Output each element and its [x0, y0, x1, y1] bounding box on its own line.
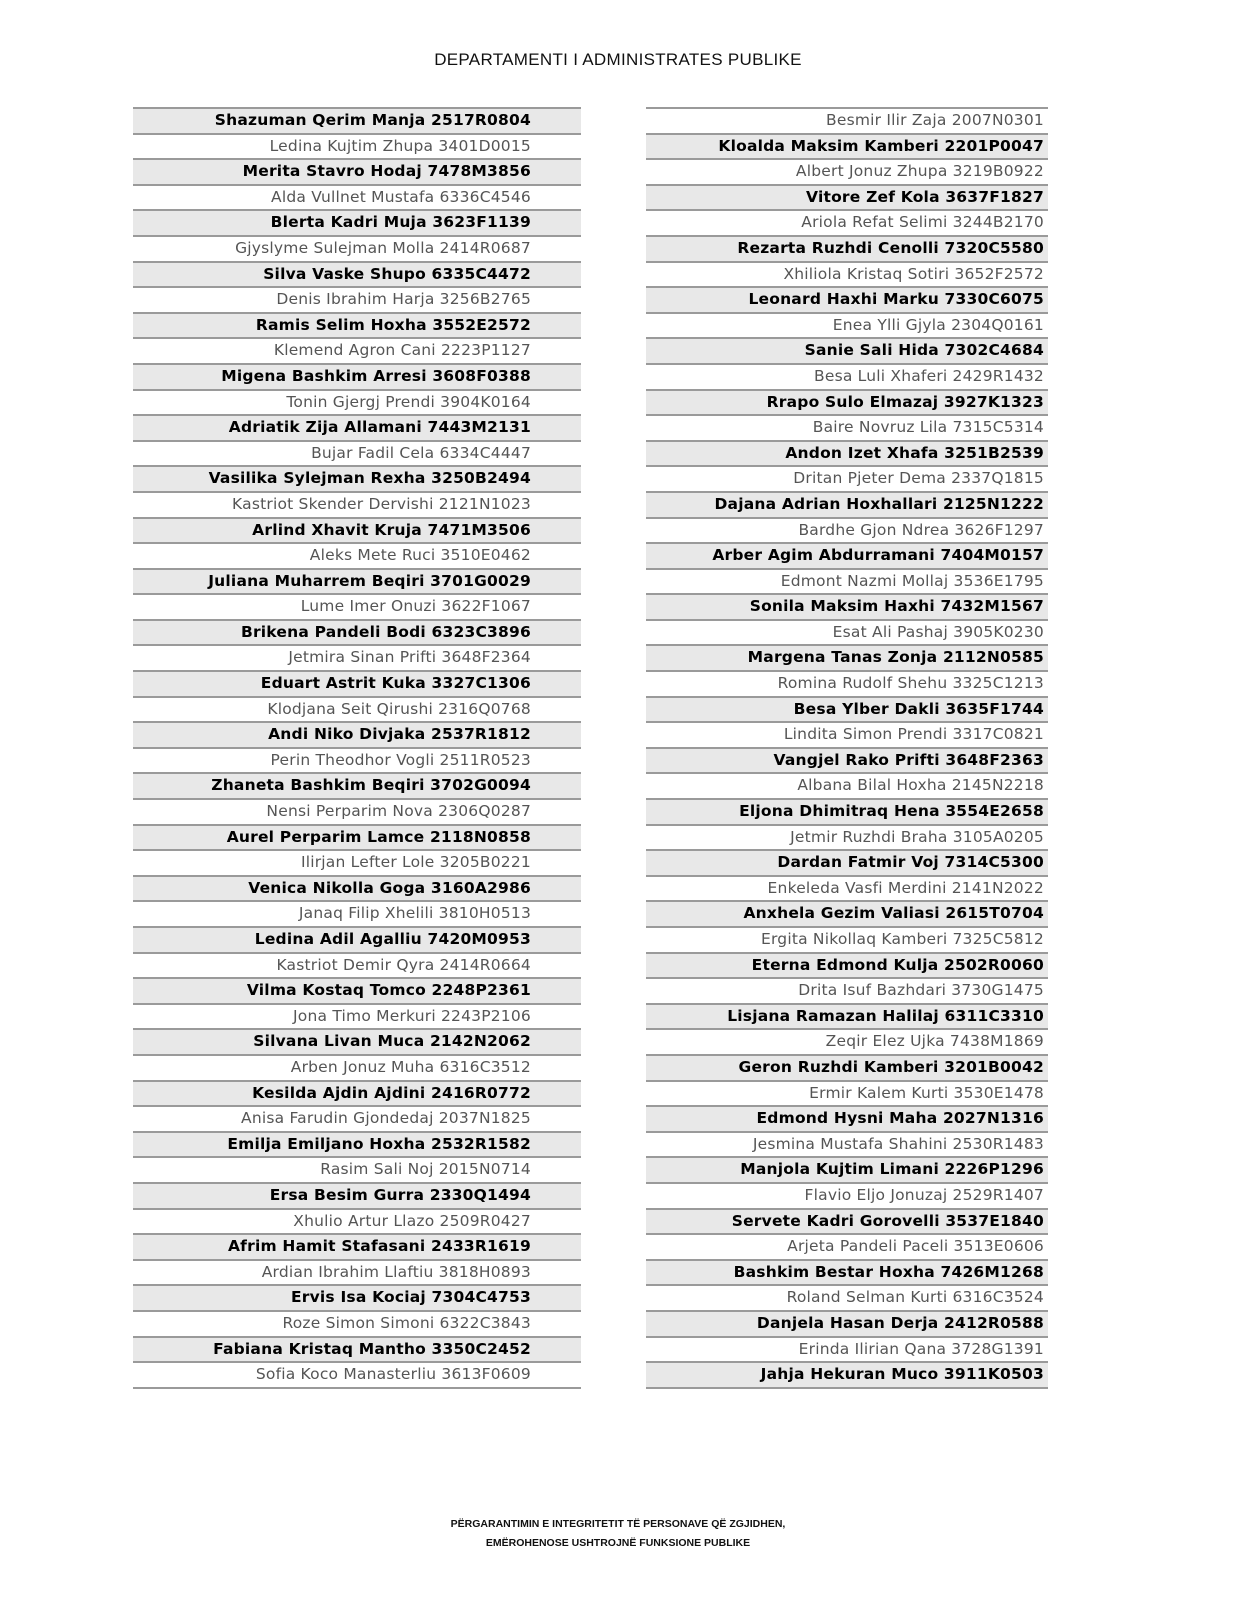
name-entry: Vilma Kostaq Tomco 2248P2361 — [133, 977, 581, 1003]
name-entry: Servete Kadri Gorovelli 3537E1840 — [646, 1208, 1048, 1234]
name-entry: Edmont Nazmi Mollaj 3536E1795 — [646, 568, 1048, 594]
name-entry: Arlind Xhavit Kruja 7471M3506 — [133, 517, 581, 543]
name-entry: Edmond Hysni Maha 2027N1316 — [646, 1105, 1048, 1131]
name-entry: Lume Imer Onuzi 3622F1067 — [133, 593, 581, 619]
left-name-list — [133, 107, 581, 1389]
name-entry: Merita Stavro Hodaj 7478M3856 — [133, 158, 581, 184]
name-entry: Silva Vaske Shupo 6335C4472 — [133, 261, 581, 287]
footer-line-1: PËRGARANTIMIN E INTEGRITETIT TË PERSONAVE QË ZGJIDHEN, — [450, 1518, 786, 1530]
name-entry: Janaq Filip Xhelili 3810H0513 — [133, 900, 581, 926]
name-entry: Romina Rudolf Shehu 3325C1213 — [646, 670, 1048, 696]
name-entry: Erinda Ilirian Qana 3728G1391 — [646, 1336, 1048, 1362]
name-entry: Afrim Hamit Stafasani 2433R1619 — [133, 1233, 581, 1259]
name-entry: Drita Isuf Bazhdari 3730G1475 — [646, 977, 1048, 1003]
name-entry: Rrapo Sulo Elmazaj 3927K1323 — [646, 389, 1048, 415]
name-entry: Besa Ylber Dakli 3635F1744 — [646, 696, 1048, 722]
name-entry: Ergita Nikollaq Kamberi 7325C5812 — [646, 926, 1048, 952]
name-entry: Arber Agim Abdurramani 7404M0157 — [646, 542, 1048, 568]
name-entry: Gjyslyme Sulejman Molla 2414R0687 — [133, 235, 581, 261]
name-entry: Ersa Besim Gurra 2330Q1494 — [133, 1182, 581, 1208]
name-entry: Ariola Refat Selimi 3244B2170 — [646, 209, 1048, 235]
name-entry: Ilirjan Lefter Lole 3205B0221 — [133, 849, 581, 875]
name-entry: Jahja Hekuran Muco 3911K0503 — [646, 1361, 1048, 1387]
name-entry: Roze Simon Simoni 6322C3843 — [133, 1310, 581, 1336]
name-entry: Xhiliola Kristaq Sotiri 3652F2572 — [646, 261, 1048, 287]
name-entry: Sanie Sali Hida 7302C4684 — [646, 337, 1048, 363]
name-entry: Andon Izet Xhafa 3251B2539 — [646, 440, 1048, 466]
name-entry: Vitore Zef Kola 3637F1827 — [646, 184, 1048, 210]
document-footer — [0, 1515, 1236, 1553]
name-entry: Brikena Pandeli Bodi 6323C3896 — [133, 619, 581, 645]
name-entry: Anxhela Gezim Valiasi 2615T0704 — [646, 900, 1048, 926]
name-entry: Adriatik Zija Allamani 7443M2131 — [133, 414, 581, 440]
name-entry: Eduart Astrit Kuka 3327C1306 — [133, 670, 581, 696]
name-entry: Jetmir Ruzhdi Braha 3105A0205 — [646, 824, 1048, 850]
name-entry: Albana Bilal Hoxha 2145N2218 — [646, 772, 1048, 798]
name-entry: Silvana Livan Muca 2142N2062 — [133, 1028, 581, 1054]
name-entry: Rasim Sali Noj 2015N0714 — [133, 1156, 581, 1182]
name-entry: Sofia Koco Manasterliu 3613F0609 — [133, 1361, 581, 1387]
name-entry: Aurel Perparim Lamce 2118N0858 — [133, 824, 581, 850]
name-entry: Kastriot Skender Dervishi 2121N1023 — [133, 491, 581, 517]
name-entry: Bardhe Gjon Ndrea 3626F1297 — [646, 517, 1048, 543]
name-entry: Ramis Selim Hoxha 3552E2572 — [133, 312, 581, 338]
name-entry: Eljona Dhimitraq Hena 3554E2658 — [646, 798, 1048, 824]
name-entry: Shazuman Qerim Manja 2517R0804 — [133, 107, 581, 133]
name-entry: Arben Jonuz Muha 6316C3512 — [133, 1054, 581, 1080]
name-entry: Andi Niko Divjaka 2537R1812 — [133, 721, 581, 747]
list-bottom-rule — [133, 1387, 581, 1389]
name-entry: Vangjel Rako Prifti 3648F2363 — [646, 747, 1048, 773]
name-entry: Migena Bashkim Arresi 3608F0388 — [133, 363, 581, 389]
name-entry: Besmir Ilir Zaja 2007N0301 — [646, 107, 1048, 133]
right-name-list — [646, 107, 1048, 1389]
name-entry: Bujar Fadil Cela 6334C4447 — [133, 440, 581, 466]
name-entry: Jesmina Mustafa Shahini 2530R1483 — [646, 1131, 1048, 1157]
name-entry: Aleks Mete Ruci 3510E0462 — [133, 542, 581, 568]
name-entry: Albert Jonuz Zhupa 3219B0922 — [646, 158, 1048, 184]
name-entry: Arjeta Pandeli Paceli 3513E0606 — [646, 1233, 1048, 1259]
name-entry: Venica Nikolla Goga 3160A2986 — [133, 875, 581, 901]
name-entry: Denis Ibrahim Harja 3256B2765 — [133, 286, 581, 312]
name-entry: Emilja Emiljano Hoxha 2532R1582 — [133, 1131, 581, 1157]
name-entry: Rezarta Ruzhdi Cenolli 7320C5580 — [646, 235, 1048, 261]
name-entry: Baire Novruz Lila 7315C5314 — [646, 414, 1048, 440]
name-entry: Alda Vullnet Mustafa 6336C4546 — [133, 184, 581, 210]
name-entry: Jona Timo Merkuri 2243P2106 — [133, 1003, 581, 1029]
name-entry: Geron Ruzhdi Kamberi 3201B0042 — [646, 1054, 1048, 1080]
name-entry: Anisa Farudin Gjondedaj 2037N1825 — [133, 1105, 581, 1131]
name-entry: Esat Ali Pashaj 3905K0230 — [646, 619, 1048, 645]
list-bottom-rule — [646, 1387, 1048, 1389]
name-entry: Kastriot Demir Qyra 2414R0664 — [133, 952, 581, 978]
name-entry: Besa Luli Xhaferi 2429R1432 — [646, 363, 1048, 389]
name-entry: Bashkim Bestar Hoxha 7426M1268 — [646, 1259, 1048, 1285]
name-entry: Klodjana Seit Qirushi 2316Q0768 — [133, 696, 581, 722]
name-entry: Tonin Gjergj Prendi 3904K0164 — [133, 389, 581, 415]
name-entry: Manjola Kujtim Limani 2226P1296 — [646, 1156, 1048, 1182]
footer-line-2: EMËROHENOSE USHTROJNË FUNKSIONE PUBLIKE — [485, 1537, 751, 1549]
name-entry: Kesilda Ajdin Ajdini 2416R0772 — [133, 1080, 581, 1106]
name-entry: Leonard Haxhi Marku 7330C6075 — [646, 286, 1048, 312]
name-entry: Ledina Adil Agalliu 7420M0953 — [133, 926, 581, 952]
document-title: DEPARTAMENTI I ADMINISTRATES PUBLIKE — [434, 50, 802, 69]
name-entry: Blerta Kadri Muja 3623F1139 — [133, 209, 581, 235]
name-entry: Nensi Perparim Nova 2306Q0287 — [133, 798, 581, 824]
name-entry: Fabiana Kristaq Mantho 3350C2452 — [133, 1336, 581, 1362]
name-entry: Ardian Ibrahim Llaftiu 3818H0893 — [133, 1259, 581, 1285]
name-entry: Eterna Edmond Kulja 2502R0060 — [646, 952, 1048, 978]
name-entry: Zhaneta Bashkim Beqiri 3702G0094 — [133, 772, 581, 798]
name-entry: Lisjana Ramazan Halilaj 6311C3310 — [646, 1003, 1048, 1029]
name-entry: Vasilika Sylejman Rexha 3250B2494 — [133, 465, 581, 491]
name-entry: Danjela Hasan Derja 2412R0588 — [646, 1310, 1048, 1336]
name-entry: Perin Theodhor Vogli 2511R0523 — [133, 747, 581, 773]
name-entry: Ledina Kujtim Zhupa 3401D0015 — [133, 133, 581, 159]
name-entry: Enkeleda Vasfi Merdini 2141N2022 — [646, 875, 1048, 901]
name-entry: Dardan Fatmir Voj 7314C5300 — [646, 849, 1048, 875]
name-entry: Dritan Pjeter Dema 2337Q1815 — [646, 465, 1048, 491]
name-entry: Sonila Maksim Haxhi 7432M1567 — [646, 593, 1048, 619]
name-entry: Klemend Agron Cani 2223P1127 — [133, 337, 581, 363]
name-entry: Margena Tanas Zonja 2112N0585 — [646, 644, 1048, 670]
name-entry: Dajana Adrian Hoxhallari 2125N1222 — [646, 491, 1048, 517]
name-entry: Enea Ylli Gjyla 2304Q0161 — [646, 312, 1048, 338]
name-entry: Juliana Muharrem Beqiri 3701G0029 — [133, 568, 581, 594]
name-entry: Xhulio Artur Llazo 2509R0427 — [133, 1208, 581, 1234]
name-entry: Ervis Isa Kociaj 7304C4753 — [133, 1284, 581, 1310]
name-entry: Kloalda Maksim Kamberi 2201P0047 — [646, 133, 1048, 159]
name-entry: Ermir Kalem Kurti 3530E1478 — [646, 1080, 1048, 1106]
name-entry: Roland Selman Kurti 6316C3524 — [646, 1284, 1048, 1310]
name-entry: Jetmira Sinan Prifti 3648F2364 — [133, 644, 581, 670]
name-entry: Zeqir Elez Ujka 7438M1869 — [646, 1028, 1048, 1054]
name-entry: Lindita Simon Prendi 3317C0821 — [646, 721, 1048, 747]
name-entry: Flavio Eljo Jonuzaj 2529R1407 — [646, 1182, 1048, 1208]
